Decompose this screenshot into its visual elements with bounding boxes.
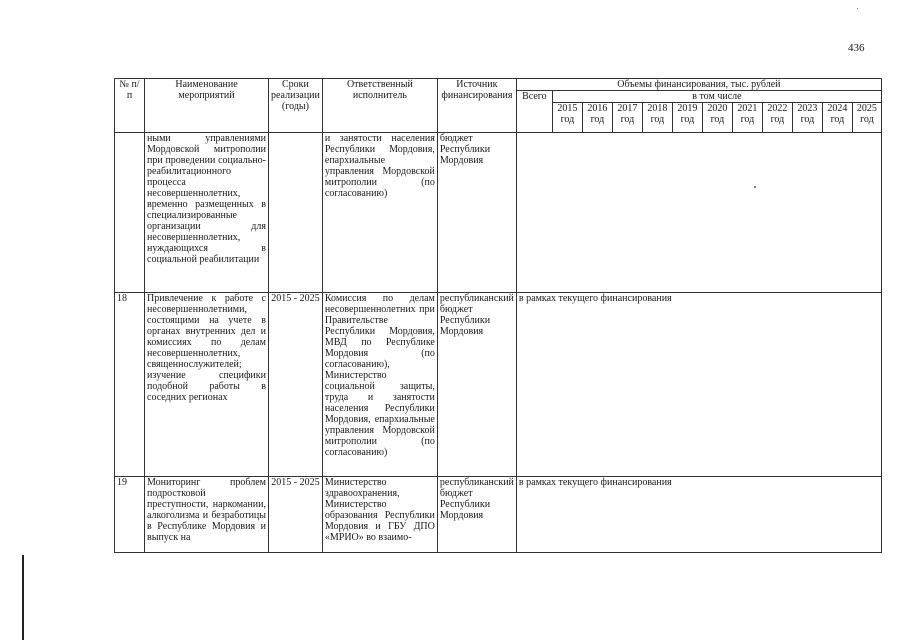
header-volumes: Объемы финансирования, тыс. рублей [516,79,881,91]
funding-table [114,78,882,553]
scan-speck [857,8,858,9]
year-header-cell: 2016 год [582,103,612,133]
row-source: бюджет Республики Мордовия [437,133,516,293]
table-row [115,293,882,477]
row-terms: 2015 - 2025 [269,293,323,477]
year-header-cell: 2020 год [702,103,732,133]
header-including: в том числе [552,91,881,103]
table-row [115,133,882,293]
row-funding: в рамках текущего финансирования [516,477,881,553]
year-header-cell: 2025 год [852,103,881,133]
header-source: Источник финансирования [437,79,516,133]
header-responsible: Ответственный исполнитель [322,79,437,133]
row-num: 19 [115,477,145,553]
row-name: Привлечение к работе с несовершеннолетними, состоящими на учете в органах внутренних дел и комиссиях по делам несовершеннолетних, священнослужителей; изучение специфики подобной работы в соседних регионах [145,293,269,477]
row-responsible: и занятости населения Республики Мордовия, епархиальные управления Мордовской митрополии (по согласованию) [322,133,437,293]
row-funding: в рамках текущего финансирования [516,293,881,477]
header-terms: Сроки реализации (годы) [269,79,323,133]
header-total: Всего [516,91,552,133]
header-name: Наименование мероприятий [145,79,269,133]
row-name: ными управлениями Мордовской митрополии при проведении социально-реабилитационного процесса несовершеннолетних, временно размещенных в специализированные организации для несовершеннолетних, нуждающихся в социальной реабилитации [145,133,269,293]
row-name: Мониторинг проблем подростковой преступности, наркомании, алкоголизма и безработицы в Республике Мордовия и выпуск на [145,477,269,553]
header-num: № п/п [115,79,145,133]
year-header-cell: 2019 год [672,103,702,133]
row-num: 18 [115,293,145,477]
year-header-cell: 2024 год [822,103,852,133]
row-responsible: Комиссия по делам несовершеннолетних при Правительстве Республики Мордовия, МВД по Республике Мордовия (по согласованию), Министерство социальной защиты, труда и занятости населения Республики Мордовия, епархиальные управления Мордовской митрополии (по согласованию) [322,293,437,477]
scan-edge-line [22,555,24,640]
row-terms: 2015 - 2025 [269,477,323,553]
year-header-cell: 2018 год [642,103,672,133]
year-header-cell: 2022 год [762,103,792,133]
table-row [115,477,882,553]
row-source: республиканский бюджет Республики Мордовия [437,477,516,553]
year-header-cell: 2021 год [732,103,762,133]
year-header-cell: 2017 год [612,103,642,133]
row-terms [269,133,323,293]
row-num [115,133,145,293]
page-number: 436 [848,42,865,54]
row-source: республиканский бюджет Республики Мордовия [437,293,516,477]
year-header-cell: 2023 год [792,103,822,133]
year-header-cell: 2015 год [552,103,582,133]
row-funding [516,133,881,293]
row-responsible: Министерство здравоохранения, Министерство образования Республики Мордовия и ГБУ ДПО «МРИО» во взаимо- [322,477,437,553]
